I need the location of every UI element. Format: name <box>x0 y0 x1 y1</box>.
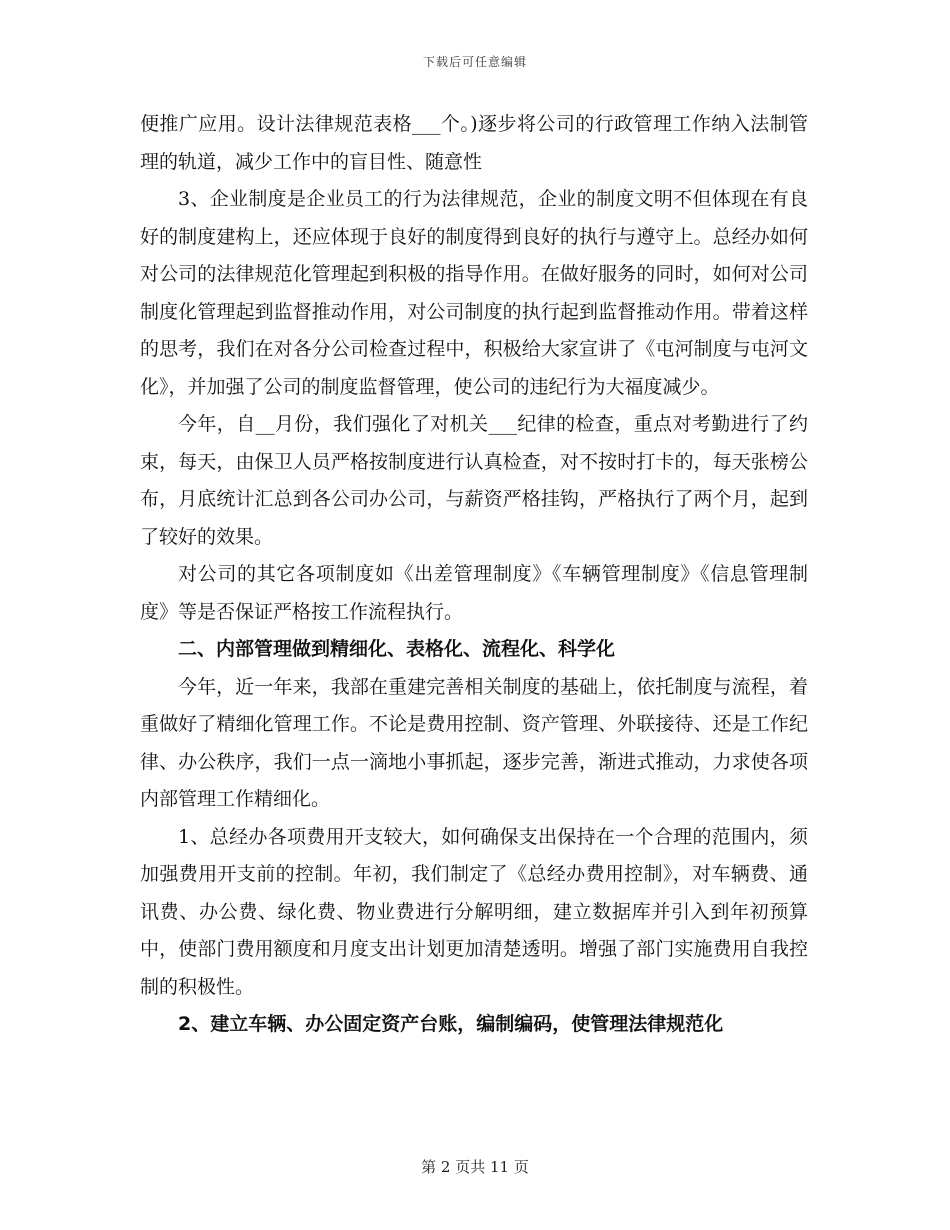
paragraph-other-systems: 对公司的其它各项制度如《出差管理制度》《车辆管理制度》《信息管理制度》等是否保证严格按工作流程执行。 <box>140 563 808 623</box>
section-heading-internal-management: 二、内部管理做到精细化、表格化、流程化、科学化 <box>178 638 616 660</box>
paragraph-continuation: 便推广应用。设计法律规范表格___个。)逐步将公司的行政管理工作纳入法制管理的轨道，减少工作中的盲目性、随意性 <box>140 113 808 173</box>
page-footer: 第 2 页共 11 页 <box>421 1158 529 1176</box>
subheading-fixed-assets: 2、建立车辆、办公固定资产台账，编制编码，使管理法律规范化 <box>178 1013 724 1035</box>
document-body <box>140 106 808 1044</box>
paragraph-enterprise-system: 3、企业制度是企业员工的行为法律规范，企业的制度文明不但体现在有良好的制度建构上，还应体现于良好的制度得到良好的执行与遵守上。总经办如何对公司的法律规范化管理起到积极的指导作用。在做好服务的同时，如何对公司制度化管理起到监督推动作用，对公司制度的执行起到监督推动作用。带着这样的思考，我们在对各分公司检查过程中，积极给大家宣讲了《屯河制度与屯河文化》，并加强了公司的制度监督管理，使公司的违纪行为大福度减少。 <box>140 188 808 398</box>
paragraph-expense-control: 1、总经办各项费用开支较大，如何确保支出保持在一个合理的范围内，须加强费用开支前的控制。年初，我们制定了《总经办费用控制》，对车辆费、通讯费、办公费、绿化费、物业费进行分解明细，建立数据库并引入到年初预算中，使部门费用额度和月度支出计划更加清楚透明。增强了部门实施费用自我控制的积极性。 <box>140 825 808 998</box>
paragraph-attendance: 今年，自__月份，我们强化了对机关___纪律的检查，重点对考勤进行了约束，每天，由保卫人员严格按制度进行认真检查，对不按时打卡的，每天张榜公布，月底统计汇总到各公司办公司，与薪资严格挂钩，严格执行了两个月，起到了较好的效果。 <box>140 413 808 548</box>
paragraph-refined-management: 今年，近一年来，我部在重建完善相关制度的基础上，依托制度与流程，着重做好了精细化管理工作。不论是费用控制、资产管理、外联接待、还是工作纪律、办公秩序，我们一点一滴地小事抓起，逐步完善，渐进式推动，力求使各项内部管理工作精细化。 <box>140 675 808 810</box>
page-header: 下载后可任意编辑 <box>422 55 527 69</box>
